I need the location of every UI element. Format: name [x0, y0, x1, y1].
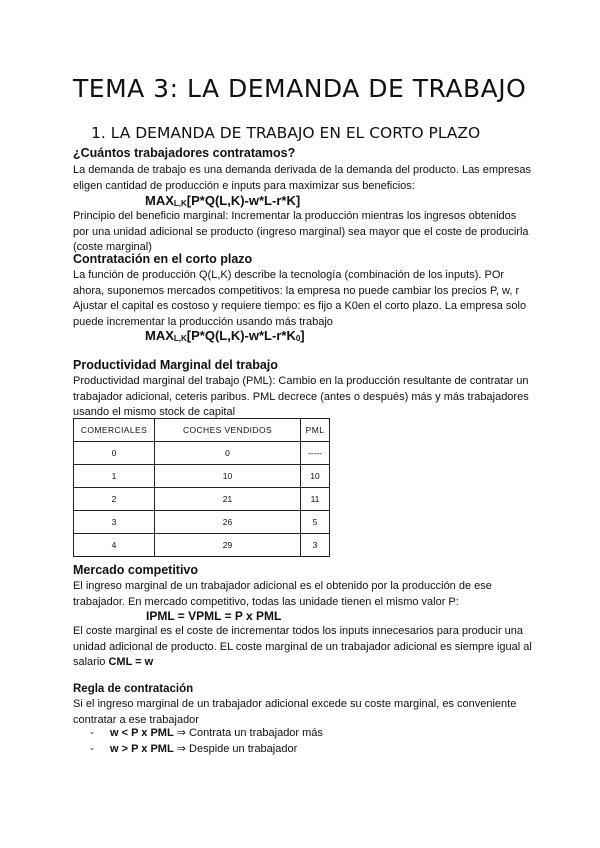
- header-pml: PML: [301, 419, 330, 442]
- table-row: [74, 488, 330, 511]
- formula-max-profit-k0: $MAX_{L,K}[P*Q(L,K)-w*L-r*K_0]$: [145, 328, 305, 343]
- table-cell: 3: [301, 534, 330, 557]
- table-row: [74, 534, 330, 557]
- table-cell: 1: [74, 465, 155, 488]
- formula-cml: CML = w: [108, 656, 154, 668]
- table-header-row: [74, 419, 330, 442]
- table-cell: 10: [155, 465, 301, 488]
- table-cell: -----: [301, 442, 330, 465]
- table-cell: 26: [155, 511, 301, 534]
- table-cell: 0: [74, 442, 155, 465]
- paragraph-productividad-marginal: Productividad marginal del trabajo (PML): Cambio en la producción resultante de contratar un trabajador adicional, ceteris paribus. PML decrece (antes o después) más y más trabajadores usando el mismo stock de capital: [73, 375, 529, 418]
- header-coches-vendidos: COCHES VENDIDOS: [155, 419, 301, 442]
- table-cell: 5: [301, 511, 330, 534]
- paragraph-coste-marginal: El coste marginal es el coste de incrementar todos los inputs innecesarios para producir una unidad adicional de producto. EL coste marginal de un trabajador adicional es siempre igual al salario CML = w: [73, 625, 532, 668]
- paragraph-regla-contratacion: Si el ingreso marginal de un trabajador adicional excede su coste marginal, es conveniente contratar a ese trabajador: [73, 698, 517, 726]
- heading-contratacion-corto-plazo: Contratación en el corto plazo: [73, 252, 253, 266]
- table-cell: 0: [155, 442, 301, 465]
- heading-cuantos-trabajadores: ¿Cuántos trabajadores contratamos?: [73, 146, 296, 160]
- page-title: TEMA 3: LA DEMANDA DE TRABAJO: [73, 74, 527, 103]
- paragraph-beneficio-marginal: Principio del beneficio marginal: Incrementar la producción mientras los ingresos obtenidos por una unidad adicional se producto (ingreso marginal) sea mayor que el coste de producirla (coste marginal): [73, 210, 529, 253]
- paragraph-funcion-produccion: La función de producción Q(L,K) describe la tecnología (combinación de los inputs). POr ahora, suponemos mercados competitivos: la empresa no puede cambiar los precios P, w, r Ajustar el capital es costoso y requiere tiempo: es fijo a K0en el corto plazo. La empresa solo puede incrementar la producción usando más trabajo: [73, 269, 527, 328]
- paragraph-demanda-derivada: La demanda de trabajo es una demanda derivada de la demanda del producto. Las empresas eligen cantidad de producción e inputs para maximizar sus beneficios:: [73, 164, 532, 192]
- table-cell: 10: [301, 465, 330, 488]
- heading-productividad-marginal: Productividad Marginal del trabajo: [73, 358, 278, 372]
- bullet-despide: - w > P x PML ⇒ Despide un trabajador: [90, 743, 298, 755]
- productivity-table: [73, 418, 330, 557]
- table-cell: 3: [74, 511, 155, 534]
- table-row: [74, 442, 330, 465]
- formula-max-profit: $MAX_{L,K}[P*Q(L,K)-w*L-r*K]$: [145, 193, 301, 208]
- table-cell: 29: [155, 534, 301, 557]
- table-cell: 11: [301, 488, 330, 511]
- bullet-contrata: - w < P x PML ⇒ Contrata un trabajador más: [90, 727, 323, 739]
- header-comerciales: COMERCIALES: [74, 419, 155, 442]
- table-cell: 2: [74, 488, 155, 511]
- table-cell: 4: [74, 534, 155, 557]
- formula-ipml: IPML = VPML = P x PML: [146, 609, 282, 623]
- paragraph-ingreso-marginal: El ingreso marginal de un trabajador adicional es el obtenido por la producción de ese trabajador. En mercado competitivo, todas las unidade tienen el mismo valor P:: [73, 580, 492, 608]
- section-heading: 1. LA DEMANDA DE TRABAJO EN EL CORTO PLAZO: [91, 124, 481, 142]
- heading-mercado-competitivo: Mercado competitivo: [73, 563, 199, 577]
- heading-regla-contratacion: Regla de contratación: [73, 683, 194, 695]
- table-row: [74, 511, 330, 534]
- table-cell: 21: [155, 488, 301, 511]
- table-row: [74, 465, 330, 488]
